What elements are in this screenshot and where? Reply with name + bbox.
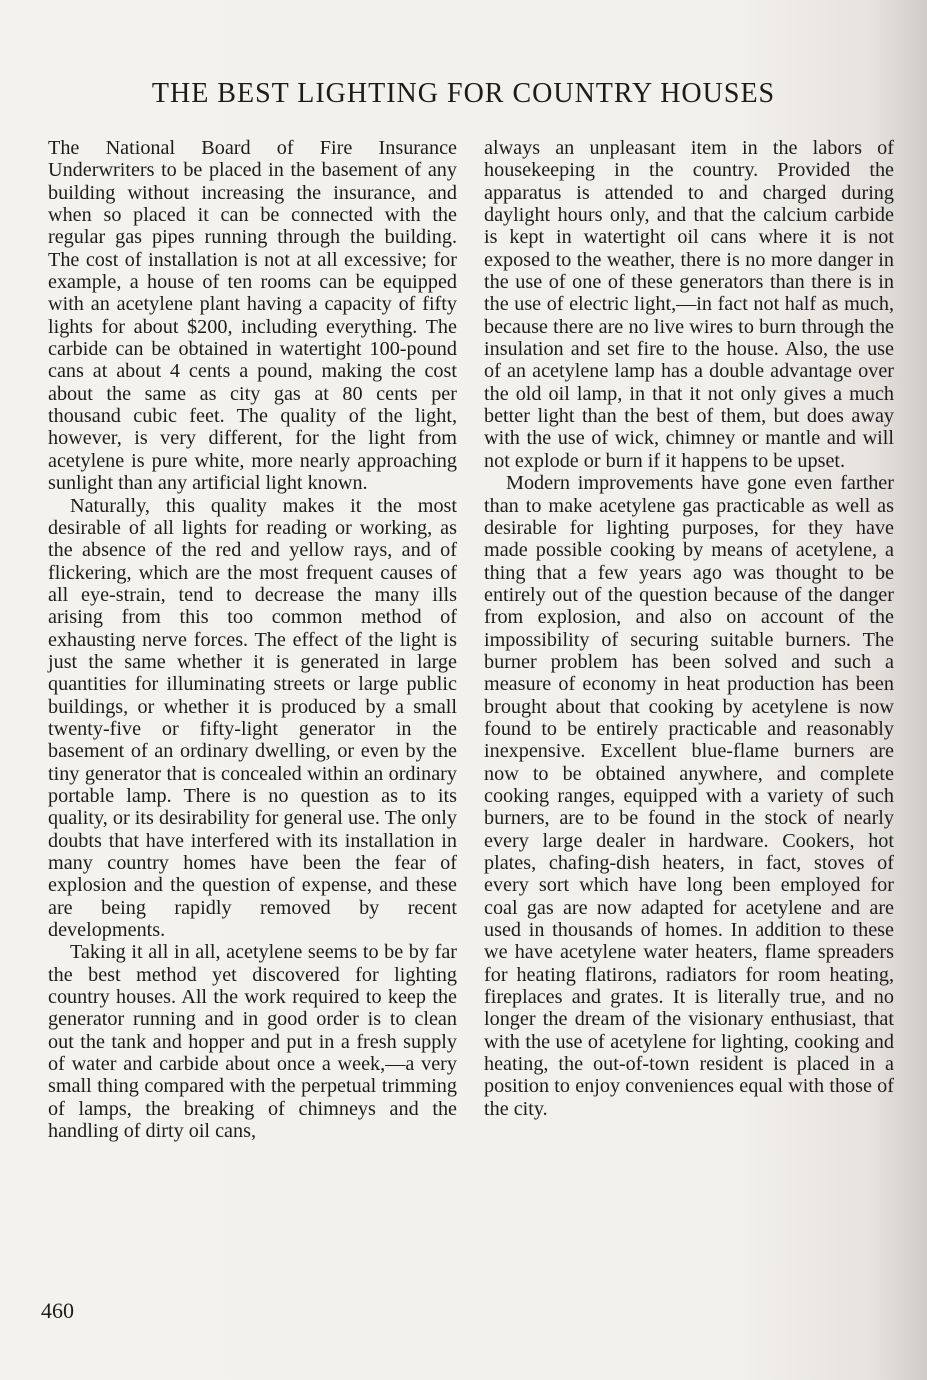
paragraph: Taking it all in all, acetylene seems to be by far the best method yet discovered for lighting country houses. All the work required to keep the generator running and in good order is to clean out the tank and hopper and put in a fresh supply of water and carbide about once a week,—a very small thing compared with the perpetual trimming of lamps, the breaking of chimneys and the handling of dirty oil cans, <box>48 941 457 1143</box>
page-number: 460 <box>41 1298 74 1323</box>
right-column <box>484 137 894 1120</box>
paragraph: Naturally, this quality makes it the most desirable of all lights for reading or working, as the absence of the red and yellow rays, and of flickering, which are the most frequent causes of all eye-strain, tend to decrease the many ills arising from this too common method of exhausting nerve forces. The effect of the light is just the same whether it is generated in large quantities for illuminating streets or large public buildings, or whether it is produced by a small twenty-five or fifty-light generator in the basement of an ordinary dwelling, or even by the tiny generator that is concealed within an ordinary portable lamp. There is no question as to its quality, or its desirability for general use. The only doubts that have interfered with its installation in many country homes have been the fear of explosion and the question of expense, and these are being rapidly removed by recent developments. <box>48 494 457 942</box>
article-title: THE BEST LIGHTING FOR COUNTRY HOUSES <box>151 78 776 109</box>
paragraph: Modern improvements have gone even farther than to make acetylene gas practicable as well as desirable for lighting purposes, for they have made possible cooking by means of acetylene, a thing that a few years ago was thought to be entirely out of the question because of the danger from explosion, and also on account of the impossibility of securing suitable burners. The burner problem has been solved and such a measure of economy in heat production has been brought about that cooking by acetylene is now found to be entirely practicable and reasonably inexpensive. Excellent blue-flame burners are now to be obtained anywhere, and complete cooking ranges, equipped with a variety of such burners, are to be found in the stock of nearly every large dealer in hardware. Cookers, hot plates, chafing-dish heaters, in fact, stoves of every sort which have long been employed for coal gas are now adapted for acetylene and are used in thousands of homes. In addition to these we have acetylene water heaters, flame spreaders for heating flatirons, radiators for room heating, fireplaces and grates. It is literally true, and no longer the dream of the visionary enthusiast, that with the use of acetylene for lighting, cooking and heating, the out-of-town resident is placed in a position to enjoy conveniences equal with those of the city. <box>484 472 894 1120</box>
left-column <box>48 137 457 1142</box>
paragraph: always an unpleasant item in the labors of housekeeping in the country. Provided the apparatus is attended to and charged during daylight hours only, and that the calcium carbide is kept in watertight oil cans where it is not exposed to the weather, there is no more danger in the use of one of these generators than there is in the use of electric light,—in fact not half as much, because there are no live wires to burn through the insulation and set fire to the house. Also, the use of an acetylene lamp has a double advantage over the old oil lamp, in that it not only gives a much better light than the best of them, but does away with the use of wick, chimney or mantle and will not explode or burn if it happens to be upset. <box>484 137 894 472</box>
paragraph: The National Board of Fire Insurance Underwriters to be placed in the basement of any building without increasing the insurance, and when so placed it can be connected with the regular gas pipes running through the building. The cost of installation is not at all excessive; for example, a house of ten rooms can be equipped with an acetylene plant having a capacity of fifty lights for about $200, including everything. The carbide can be obtained in watertight 100-pound cans at about 4 cents a pound, making the cost about the same as city gas at 80 cents per thousand cubic feet. The quality of the light, however, is very different, for the light from acetylene is pure white, more nearly approaching sunlight than any artificial light known. <box>48 137 457 495</box>
